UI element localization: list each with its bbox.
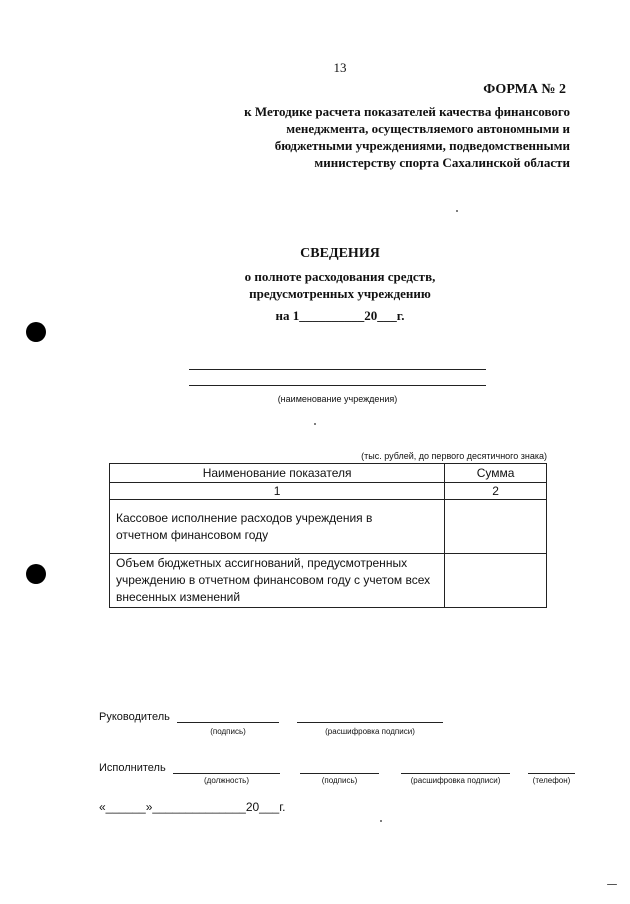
scan-speck [314, 423, 316, 425]
sum-cell [445, 500, 547, 554]
executor-name-line [401, 773, 510, 774]
table-column-number-row [110, 483, 547, 500]
executor-phone-line [528, 773, 575, 774]
head-label: Руководитель [99, 711, 170, 723]
page-number: 13 [333, 60, 347, 75]
units-note: (тыс. рублей, до первого десятичного знака) [361, 451, 547, 461]
institution-caption: (наименование учреждения) [277, 394, 398, 404]
sum-cell [445, 554, 547, 608]
executor-label: Исполнитель [99, 762, 166, 774]
table-row [110, 554, 547, 608]
indicator-name-cell: Объем бюджетных ассигнований, предусмотренных учреждению в отчетном финансовом году с учетом всех внесенных изменений [110, 554, 445, 608]
subtitle-line: предусмотренных учреждению [249, 286, 431, 301]
report-date-line: на 1__________20___г. [275, 308, 405, 323]
header-sum: Сумма [445, 464, 547, 483]
executor-position-caption: (должность) [204, 776, 249, 785]
methodology-line: менеджмента, осуществляемого автономными и [286, 121, 570, 136]
executor-name-caption: (расшифровка подписи) [410, 776, 501, 785]
indicator-name-cell: Кассовое исполнение расходов учреждения в отчетном финансовом году [110, 500, 445, 554]
table-row [110, 500, 547, 554]
signing-date-line: «______»______________20___г. [99, 800, 286, 814]
methodology-line: бюджетными учреждениями, подведомственными [274, 138, 570, 153]
column-number: 1 [110, 483, 445, 500]
executor-signature-caption: (подпись) [321, 776, 358, 785]
institution-name-line [189, 385, 486, 386]
subtitle-line: о полноте расходования средств, [244, 269, 436, 284]
scan-speck [456, 210, 458, 212]
institution-name-line [189, 369, 486, 370]
executor-signature-line [300, 773, 379, 774]
head-signature-line [177, 722, 279, 723]
methodology-line: министерству спорта Сахалинской области [314, 155, 570, 170]
column-number: 2 [445, 483, 547, 500]
head-name-caption: (расшифровка подписи) [325, 727, 415, 736]
indicators-table [109, 463, 547, 608]
scan-speck [607, 884, 617, 885]
methodology-line: к Методике расчета показателей качества финансового [244, 104, 570, 119]
scan-hole-mark [26, 322, 46, 342]
head-name-line [297, 722, 443, 723]
executor-phone-caption: (телефон) [532, 776, 571, 785]
form-label: ФОРМА № 2 [483, 82, 566, 97]
document-subtitle [160, 268, 520, 302]
methodology-reference [150, 103, 570, 171]
scan-speck [380, 820, 382, 822]
scan-hole-mark [26, 564, 46, 584]
head-signature-caption: (подпись) [210, 727, 246, 736]
document-title: СВЕДЕНИЯ [300, 246, 380, 261]
header-indicator-name: Наименование показателя [110, 464, 445, 483]
executor-position-line [173, 773, 280, 774]
table-header-row [110, 464, 547, 483]
